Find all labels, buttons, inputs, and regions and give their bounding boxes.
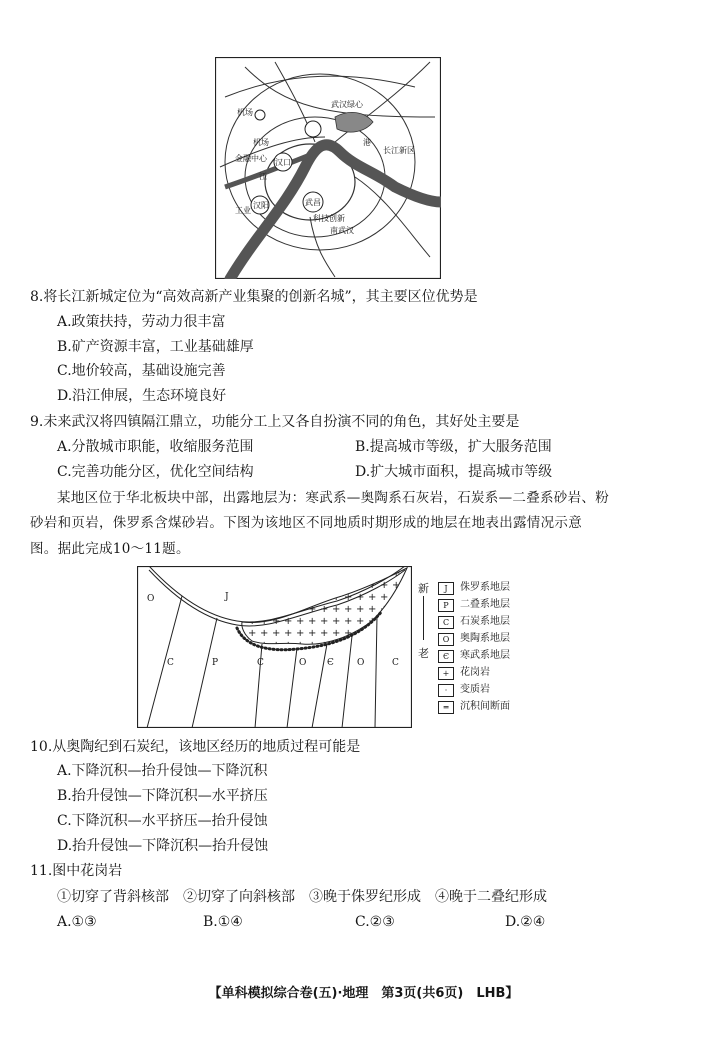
strata-label-c-2: C xyxy=(257,658,264,668)
wuhan-map-figure xyxy=(215,57,441,279)
legend-text: 石炭系地层 xyxy=(460,616,510,627)
legend-symbol: P xyxy=(438,599,454,612)
legend-item-permian xyxy=(438,598,510,612)
question-9-option-d: D.扩大城市面积，提高城市等级 xyxy=(355,464,553,480)
strata-label-o-2: O xyxy=(299,658,307,668)
legend-text: 花岗岩 xyxy=(460,667,490,678)
question-11-statements: ①切穿了背斜核部 ②切穿了向斜核部 ③晚于侏罗纪形成 ④晚于二叠纪形成 xyxy=(57,889,547,905)
legend-item-granite xyxy=(438,666,490,680)
legend-symbol: O xyxy=(438,633,454,646)
question-8-option-c: C.地价较高，基础设施完善 xyxy=(57,363,226,379)
age-axis-old: 老 xyxy=(418,647,429,660)
wuhan-map-svg xyxy=(215,57,441,279)
question-10-stem: 10.从奥陶纪到石炭纪，该地区经历的地质过程可能是 xyxy=(30,739,361,755)
map-label-hankou: 汉口 xyxy=(275,158,291,167)
map-label-wuchang: 武昌 xyxy=(305,198,321,207)
question-8-option-d: D.沿江伸展，生态环境良好 xyxy=(57,388,227,404)
legend-symbol: + xyxy=(438,667,454,680)
legend-text: 二叠系地层 xyxy=(460,599,510,610)
question-10-option-b: B.抬升侵蚀—下降沉积—水平挤压 xyxy=(57,788,268,804)
legend-symbol: · xyxy=(438,684,454,697)
question-11-option-b: B.①④ xyxy=(203,914,243,930)
page-footer: 【单科模拟综合卷(五)·地理 第3页(共6页) LHB】 xyxy=(208,986,519,1001)
legend-symbol: Є xyxy=(438,650,454,663)
question-8-stem: 8.将长江新城定位为“高效高新产业集聚的创新名城”，其主要区位优势是 xyxy=(30,289,478,305)
map-label-industry: 工业 xyxy=(235,206,251,215)
question-11-stem: 11.图中花岗岩 xyxy=(30,863,123,879)
question-8-option-b: B.矿产资源丰富，工业基础雄厚 xyxy=(57,339,254,355)
map-label-hanyang: 汉阳 xyxy=(253,201,269,210)
map-label-river: 江 xyxy=(259,172,267,181)
strata-label-cambrian: Є xyxy=(327,658,334,668)
strata-label-o-3: O xyxy=(357,658,365,668)
question-9-option-c: C.完善功能分区，优化空间结构 xyxy=(57,464,254,480)
map-label-south-wuhan: 南武汉 xyxy=(330,226,354,235)
legend-text: 变质岩 xyxy=(460,684,490,695)
question-9-option-b: B.提高城市等级，扩大服务范围 xyxy=(355,439,552,455)
legend-text: 奥陶系地层 xyxy=(460,633,510,644)
question-10-option-c: C.下降沉积—水平挤压—抬升侵蚀 xyxy=(57,813,268,829)
legend-item-carboniferous xyxy=(438,615,510,629)
passage-line-2: 砂岩和页岩，侏罗系含煤砂岩。下图为该地区不同地质时期形成的地层在地表出露情况示意 xyxy=(30,515,582,531)
legend-item-jurassic xyxy=(438,581,510,595)
map-label-airport-1: 机场 xyxy=(237,108,253,117)
strata-label-c-3: C xyxy=(392,658,399,668)
legend-symbol: C xyxy=(438,616,454,629)
legend-symbol: ═ xyxy=(438,701,454,714)
legend-item-ordovician xyxy=(438,632,510,646)
map-label-tech-innovation: 科技创新 xyxy=(313,214,345,223)
age-axis-new: 新 xyxy=(418,582,429,595)
map-label-changjiang-new-district: 长江新区 xyxy=(383,146,415,155)
question-11-option-d: D.②④ xyxy=(505,914,546,930)
legend-symbol: J xyxy=(438,582,454,595)
legend-item-cambrian xyxy=(438,649,510,663)
strata-label-o-1: O xyxy=(147,594,155,604)
strata-label-j: J xyxy=(225,592,229,602)
map-label-green-heart: 武汉绿心 xyxy=(331,100,363,109)
legend-item-unconformity xyxy=(438,700,510,714)
strata-label-c-1: C xyxy=(167,658,174,668)
question-10-option-d: D.抬升侵蚀—下降沉积—抬升侵蚀 xyxy=(57,838,269,854)
legend-text: 寒武系地层 xyxy=(460,650,510,661)
question-11-option-c: C.②③ xyxy=(355,914,395,930)
question-8-option-a: A.政策扶持，劳动力很丰富 xyxy=(57,314,226,330)
question-9-stem: 9.未来武汉将四镇隔江鼎立，功能分工上又各自扮演不同的角色，其好处主要是 xyxy=(30,414,520,430)
passage-line-1: 某地区位于华北板块中部，出露地层为：寒武系—奥陶系石灰岩，石炭系—二叠系砂岩、粉 xyxy=(57,490,609,506)
legend-item-metamorphic xyxy=(438,683,490,697)
age-axis-line xyxy=(423,596,424,640)
map-label-port: 港 xyxy=(363,138,371,147)
question-9-option-a: A.分散城市职能，收缩服务范围 xyxy=(57,439,254,455)
question-10-option-a: A.下降沉积—抬升侵蚀—下降沉积 xyxy=(57,763,268,779)
geology-svg xyxy=(137,566,412,728)
map-label-airport-2: 机场 xyxy=(253,138,269,147)
passage-line-3: 图。据此完成10～11题。 xyxy=(30,541,190,557)
strata-label-p: P xyxy=(212,658,219,668)
question-11-option-a: A.①③ xyxy=(57,914,97,930)
legend-text: 沉积间断面 xyxy=(460,701,510,712)
legend-text: 侏罗系地层 xyxy=(460,582,510,593)
map-label-finance-center: 金融中心 xyxy=(235,154,267,163)
geology-figure xyxy=(137,566,412,728)
